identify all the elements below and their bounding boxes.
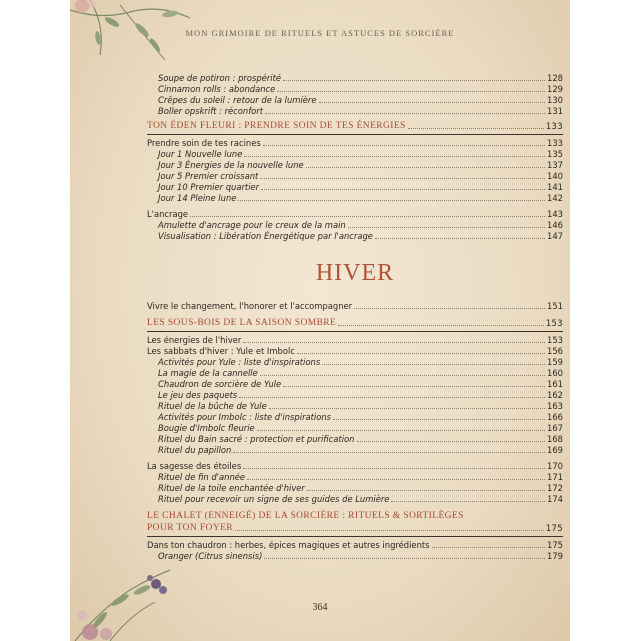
section-title-line2: POUR TON FOYER — [147, 523, 234, 533]
dot-leader — [263, 145, 545, 146]
dot-leader — [243, 342, 545, 343]
section-rule — [147, 132, 563, 135]
entry-title: Rituel pour recevoir un signe de ses guides de Lumière — [158, 494, 390, 504]
toc-entry[interactable] — [147, 401, 563, 412]
dot-leader — [257, 430, 545, 431]
toc-group-ancrage — [147, 209, 563, 242]
page-number: 140 — [547, 171, 563, 181]
page-number: 142 — [547, 193, 563, 203]
entry-title: Rituel de la toile enchantée d'hiver — [158, 483, 305, 493]
page-number: 170 — [547, 461, 563, 471]
dot-leader — [243, 468, 545, 469]
dot-leader — [239, 397, 545, 398]
dot-leader — [283, 80, 545, 81]
page-number: 163 — [547, 401, 563, 411]
page-number: 179 — [547, 551, 563, 561]
entry-title: Vivre le changement, l'honorer et l'accompagner — [147, 301, 353, 311]
entry-title: Le jeu des paquets — [158, 390, 238, 400]
dot-leader — [357, 441, 546, 442]
dot-leader — [333, 419, 545, 420]
page-number: 131 — [547, 106, 563, 116]
dot-leader — [322, 364, 545, 365]
page-number: 128 — [547, 73, 563, 83]
section-heading-eden[interactable] — [147, 120, 563, 132]
dot-leader — [261, 189, 545, 190]
section-title: LES SOUS-BOIS DE LA SAISON SOMBRE — [147, 318, 337, 328]
toc-group-racines — [147, 138, 563, 204]
floral-illustration-bottom-left — [70, 560, 210, 641]
table-of-contents — [147, 73, 563, 562]
page-number: 167 — [547, 423, 563, 433]
toc-entry[interactable] — [147, 423, 563, 434]
page-number: 162 — [547, 390, 563, 400]
dot-leader — [265, 113, 545, 114]
dot-leader — [297, 353, 545, 354]
page-number: 161 — [547, 379, 563, 389]
page-number: 156 — [547, 346, 563, 356]
toc-entry[interactable] — [147, 472, 563, 483]
entry-title: Jour 14 Pleine lune — [158, 193, 237, 203]
page-number: 151 — [547, 301, 563, 311]
entry-title: Rituel du Bain sacré : protection et purification — [158, 434, 355, 444]
toc-entry[interactable] — [147, 445, 563, 456]
toc-entry[interactable] — [147, 483, 563, 494]
section-rule — [147, 534, 563, 537]
section-title-line1: LE CHALET (ENNEIGÉ) DE LA SORCIÈRE : RITUELS & SORTILÈGES — [147, 511, 464, 521]
entry-title: Chaudron de sorcière de Yule — [158, 379, 282, 389]
toc-group-top — [147, 73, 563, 117]
toc-group-chaudron — [147, 540, 563, 562]
page-number: 133 — [547, 138, 563, 148]
entry-title: Cinnamon rolls : abondance — [158, 84, 276, 94]
toc-entry[interactable] — [147, 95, 563, 106]
dot-leader — [244, 156, 545, 157]
dot-leader — [306, 167, 545, 168]
toc-entry-intro[interactable] — [147, 301, 563, 312]
toc-entry[interactable] — [147, 138, 563, 149]
entry-title: Visualisation : Libération Énergétique par l'ancrage — [158, 231, 373, 241]
page-number: 133 — [545, 121, 563, 131]
page-number: 172 — [547, 483, 563, 493]
page-number: 166 — [547, 412, 563, 422]
toc-entry[interactable] — [147, 461, 563, 472]
entry-title: Crêpes du soleil : retour de la lumière — [158, 95, 317, 105]
page-number: 160 — [547, 368, 563, 378]
page-number: 153 — [545, 318, 563, 328]
page-number: 146 — [547, 220, 563, 230]
toc-entry[interactable] — [147, 357, 563, 368]
entry-title: Jour 1 Nouvelle lune — [158, 149, 243, 159]
page-number: 153 — [547, 335, 563, 345]
section-heading-chalet[interactable] — [147, 510, 563, 534]
toc-entry[interactable] — [147, 106, 563, 117]
dot-leader — [432, 547, 545, 548]
toc-entry[interactable] — [147, 335, 563, 346]
dot-leader — [233, 452, 545, 453]
toc-entry[interactable] — [147, 412, 563, 423]
page-number: 130 — [547, 95, 563, 105]
toc-entry[interactable] — [147, 182, 563, 193]
dot-leader — [408, 128, 544, 129]
entry-title: Les sabbats d'hiver : Yule et Imbolc — [147, 346, 295, 356]
dot-leader — [348, 227, 545, 228]
entry-title: La sagesse des étoiles — [147, 461, 242, 471]
toc-entry[interactable] — [147, 209, 563, 220]
entry-title: Boller opskrift : réconfort — [158, 106, 264, 116]
toc-entry[interactable] — [147, 494, 563, 505]
toc-entry[interactable] — [147, 231, 563, 242]
dot-leader — [235, 530, 544, 531]
entry-title: Jour 5 Premier croissant — [158, 171, 259, 181]
page-number: 159 — [547, 357, 563, 367]
toc-group-energies-sabbats — [147, 335, 563, 456]
entry-title: Activités pour Yule : liste d'inspirations — [158, 357, 321, 367]
toc-entry[interactable] — [147, 84, 563, 95]
dot-leader — [391, 501, 545, 502]
dot-leader — [354, 308, 545, 309]
entry-title: Prendre soin de tes racines — [147, 138, 261, 148]
page-number: 168 — [547, 434, 563, 444]
page-number: 175 — [545, 523, 563, 533]
dot-leader — [190, 216, 545, 217]
entry-title: Les énergies de l'hiver — [147, 335, 242, 345]
page-number: 171 — [547, 472, 563, 482]
entry-title: Soupe de potiron : prospérité — [158, 73, 282, 83]
entry-title: Bougie d'Imbolc fleurie — [158, 423, 255, 433]
entry-title: La magie de la cannelle — [158, 368, 258, 378]
toc-entry[interactable] — [147, 379, 563, 390]
page-number: 143 — [547, 209, 563, 219]
entry-title: Dans ton chaudron : herbes, épices magiques et autres ingrédients — [147, 540, 430, 550]
entry-title: Oranger (Citrus sinensis) — [158, 551, 263, 561]
toc-entry[interactable] — [147, 149, 563, 160]
entry-title: Rituel de la bûche de Yule — [158, 401, 267, 411]
entry-title: Amulette d'ancrage pour le creux de la main — [158, 220, 346, 230]
page-number: 147 — [547, 231, 563, 241]
toc-entry[interactable] — [147, 171, 563, 182]
dot-leader — [375, 238, 545, 239]
toc-entry[interactable] — [147, 193, 563, 204]
entry-title: Rituel de fin d'année — [158, 472, 246, 482]
page-number: 174 — [547, 494, 563, 504]
page-number: 135 — [547, 149, 563, 159]
entry-title: Jour 10 Premier quartier — [158, 182, 260, 192]
page-number: 169 — [547, 445, 563, 455]
running-head: MON GRIMOIRE DE RITUELS ET ASTUCES DE SORCIÈRE — [185, 28, 455, 38]
page-number: 141 — [547, 182, 563, 192]
dot-leader — [277, 91, 545, 92]
toc-entry[interactable] — [147, 390, 563, 401]
section-title: TON ÉDEN FLEURI : PRENDRE SOIN DE TES ÉNERGIES — [147, 121, 406, 131]
dot-leader — [247, 479, 545, 480]
toc-entry[interactable] — [147, 73, 563, 84]
page-number-footer: 364 — [312, 602, 328, 613]
dot-leader — [238, 200, 545, 201]
dot-leader — [307, 490, 545, 491]
toc-entry[interactable] — [147, 540, 563, 551]
toc-entry[interactable] — [147, 346, 563, 357]
section-rule — [147, 329, 563, 332]
entry-title: L'ancrage — [147, 209, 189, 219]
entry-title: Jour 3 Énergies de la nouvelle lune — [158, 160, 304, 170]
toc-entry[interactable] — [147, 220, 563, 231]
page-number: 137 — [547, 160, 563, 170]
page-number: 175 — [547, 540, 563, 550]
toc-entry[interactable] — [147, 551, 563, 562]
dot-leader — [283, 386, 545, 387]
book-page — [70, 0, 570, 641]
dot-leader — [319, 102, 545, 103]
section-heading-sous-bois[interactable] — [147, 317, 563, 329]
dot-leader — [264, 558, 545, 559]
toc-entry[interactable] — [147, 368, 563, 379]
dot-leader — [260, 375, 545, 376]
toc-entry[interactable] — [147, 434, 563, 445]
chapter-title: HIVER — [315, 260, 395, 286]
toc-group-etoiles — [147, 461, 563, 505]
dot-leader — [338, 325, 544, 326]
page-number: 129 — [547, 84, 563, 94]
entry-title: Rituel du papillon — [158, 445, 232, 455]
dot-leader — [260, 178, 545, 179]
entry-title: Activités pour Imbolc : liste d'inspirations — [158, 412, 332, 422]
toc-entry[interactable] — [147, 160, 563, 171]
dot-leader — [269, 408, 545, 409]
